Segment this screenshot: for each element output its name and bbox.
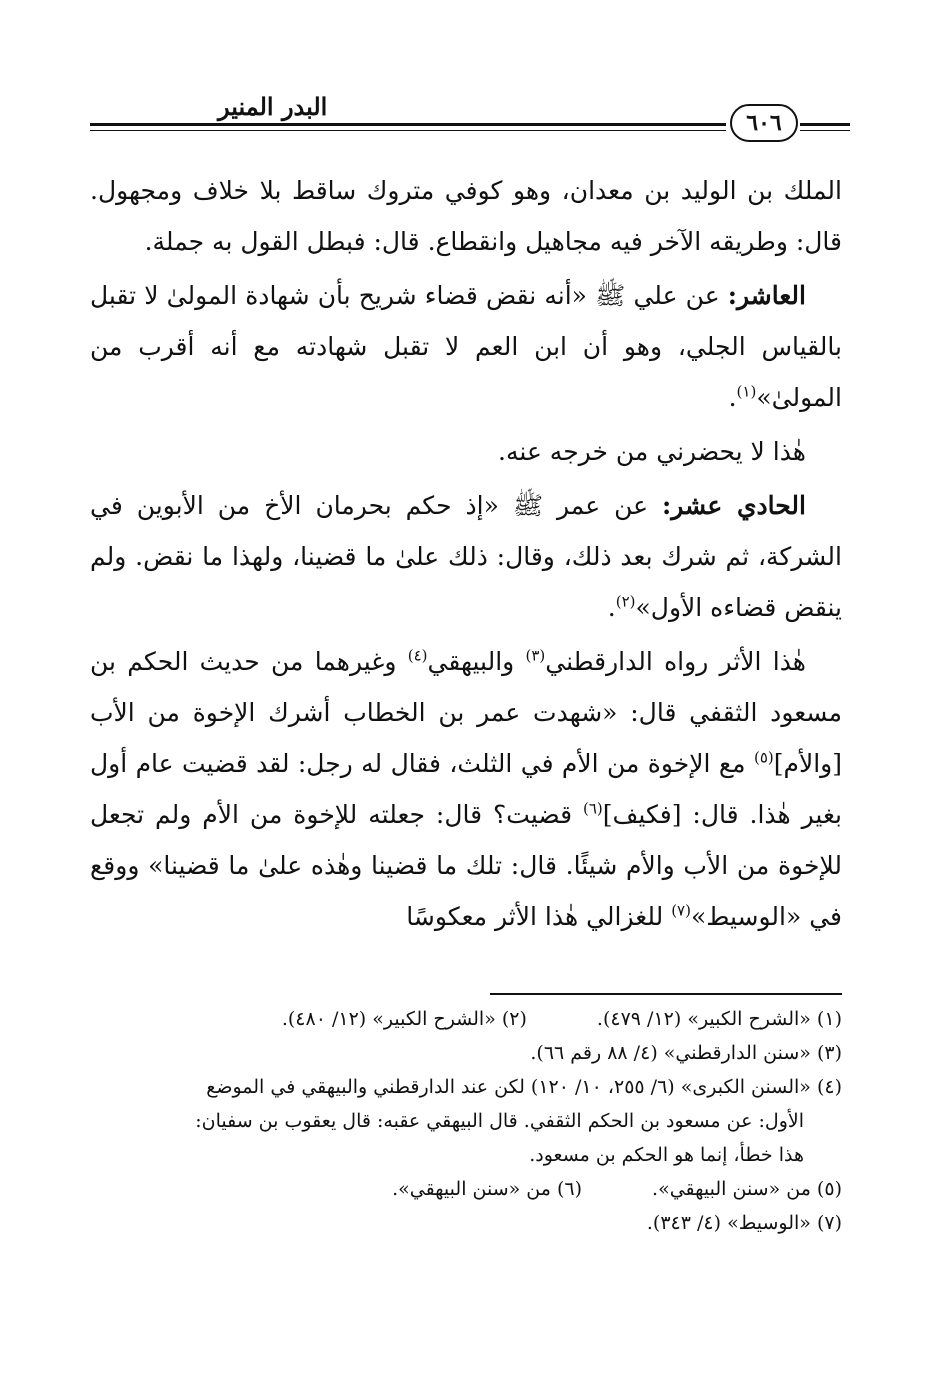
paragraph-5-text-b: والبيهقي — [427, 647, 526, 676]
paragraph-3 — [90, 426, 842, 477]
footnote-separator — [490, 993, 842, 995]
paragraph-3-text: هٰذا لا يحضرني من خرجه عنه. — [498, 437, 806, 466]
section-label-tenth: العاشر: — [727, 281, 806, 310]
paragraph-5 — [90, 636, 842, 942]
paragraph-4-end: . — [607, 593, 616, 622]
footnote-row-1-2 — [90, 1002, 842, 1036]
footnote-1: (١) «الشرح الكبير» (١٢/ ٤٧٩). — [596, 1008, 842, 1030]
paragraph-4 — [90, 480, 842, 633]
footnote-ref-7[interactable]: (٧) — [671, 901, 691, 920]
paragraph-4-text: عن عمر ﷺ «إذ حكم بحرمان الأخ من الأبوين في الشركة، ثم شرك بعد ذلك، وقال: ذلك علىٰ ما قضينا، ولهذا ما نقض. ولم ينقض قضاءه الأول» — [90, 491, 842, 622]
footnote-ref-6[interactable]: (٦) — [582, 799, 603, 818]
paragraph-5-text-d: مع الإخوة من الأم في الثلث، فقال له رجل: لقد قضيت عام أول بغير هٰذا. قال: [فكيف] — [90, 749, 842, 829]
footnote-ref-4[interactable]: (٤) — [407, 646, 428, 665]
footnote-7: (٧) «الوسيط» (٤/ ٣٤٣). — [646, 1212, 842, 1234]
header-rule-thick-right — [800, 123, 850, 126]
footnote-4-line-1: (٤) «السنن الكبرى» (٦/ ٢٥٥، ١٠/ ١٢٠) لكن عند الدارقطني والبيهقي في الموضع — [206, 1076, 842, 1098]
paragraph-5-text-c: وغيرهما من حديث الحكم بن مسعود الثقفي قال: «شهدت عمر بن الخطاب أشرك الإخوة من الأب [والأم] — [90, 647, 842, 778]
paragraph-2-end: . — [728, 383, 737, 412]
footnote-6: (٦) من «سنن البيهقي». — [392, 1178, 583, 1200]
header-rule-thin-right — [800, 130, 850, 131]
footnote-2: (٢) «الشرح الكبير» (١٢/ ٤٨٠). — [281, 1008, 527, 1030]
footnote-ref-3[interactable]: (٣) — [525, 646, 546, 665]
footnote-4-line-3: هذا خطأ، إنما هو الحكم بن مسعود. — [529, 1144, 804, 1166]
main-text — [90, 165, 842, 945]
header-rule-thick — [90, 123, 726, 126]
footnote-ref-1[interactable]: (١) — [736, 382, 757, 401]
page-number: ٦٠٦ — [730, 104, 798, 142]
footnote-5: (٥) من «سنن البيهقي». — [652, 1178, 842, 1200]
footnote-3: (٣) «سنن الدارقطني» (٤/ ٨٨ رقم ٦٦). — [530, 1042, 842, 1064]
footnote-ref-5[interactable]: (٥) — [753, 748, 774, 767]
footnote-4-line-2: الأول: عن مسعود بن الحكم الثقفي. قال البيهقي عقبه: قال يعقوب بن سفيان: — [195, 1110, 804, 1132]
footnote-row-5-6 — [90, 1172, 842, 1206]
page-header — [90, 92, 850, 142]
paragraph-5-text-a: هٰذا الأثر رواه الدارقطني — [545, 647, 806, 676]
paragraph-1 — [90, 165, 842, 267]
paragraph-5-text-e: قضيت؟ قال: جعلته للإخوة من الأم ولم تجعل للإخوة من الأب والأم شيئًا. قال: تلك ما قضينا وهٰذه علىٰ ما قضينا» ووقع في «الوسيط» — [90, 800, 842, 931]
footnotes — [90, 1002, 842, 1240]
section-label-eleventh: الحادي عشر: — [662, 491, 806, 520]
header-rule-thin — [90, 130, 726, 131]
footnote-ref-2[interactable]: (٢) — [615, 592, 636, 611]
paragraph-1-text: الملك بن الوليد بن معدان، وهو كوفي متروك ساقط بلا خلاف ومجهول. قال: وطريقه الآخر فيه مجاهيل وانقطاع. قال: فبطل القول به جملة. — [90, 176, 842, 256]
paragraph-2-text: عن علي ﷺ «أنه نقض قضاء شريح بأن شهادة المولىٰ لا تقبل بالقياس الجلي، وهو أن ابن العم لا تقبل شهادته مع أنه أقرب من المولىٰ» — [90, 281, 842, 412]
book-title: البدر المنير — [218, 92, 328, 121]
paragraph-5-text-f: للغزالي هٰذا الأثر معكوسًا — [406, 902, 672, 931]
paragraph-2 — [90, 270, 842, 423]
